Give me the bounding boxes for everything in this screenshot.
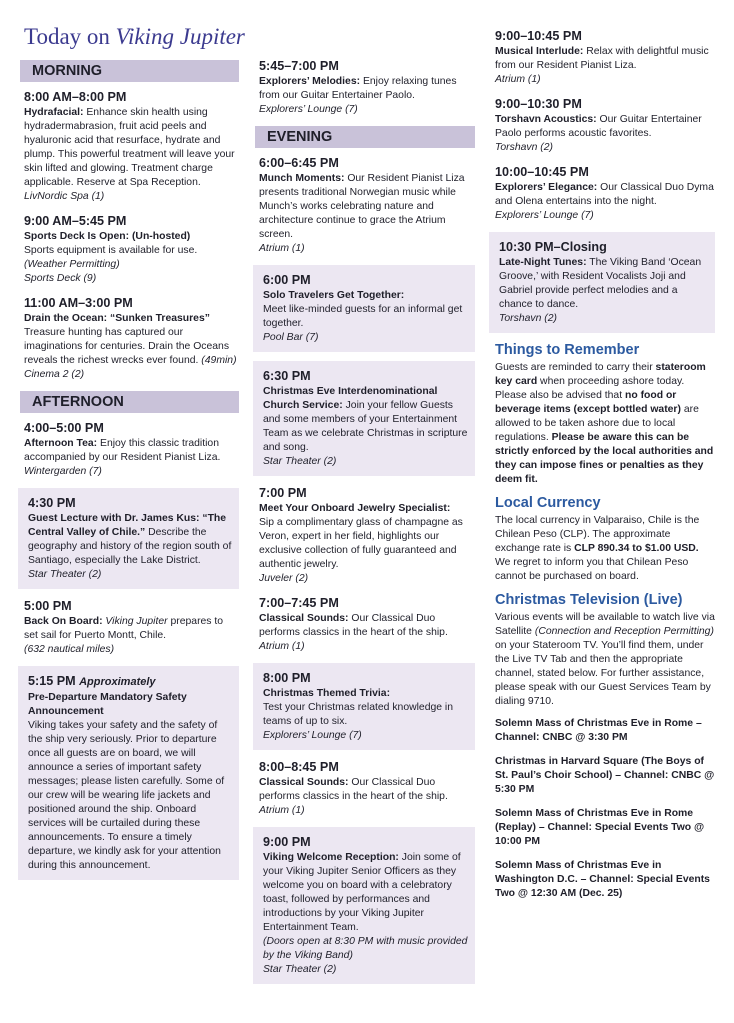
event-text: Join your fellow Guests and some members of your Entertainment Team as we celebrate Christmas in scripture and song. <box>263 400 468 453</box>
tv-part: Various events will be available to watch live via Satellite <box>495 612 715 637</box>
event-title: Late-Night Tunes: <box>499 257 587 268</box>
event-desc <box>263 851 469 935</box>
heading-things-to-remember: Things to Remember <box>495 342 640 358</box>
event-safety-announcement <box>18 666 239 880</box>
remember-emphasis: stateroom key card <box>495 362 706 387</box>
event-time: 8:00–8:45 PM <box>259 760 339 774</box>
event-time: 5:45–7:00 PM <box>259 59 339 73</box>
event-time-qualifier: Approximately <box>79 676 156 688</box>
event-text: Join some of your Viking Jupiter Senior Officers as they welcome you on board with a celebratory toast, followed by performances and introductions by your Viking Jupiter Entertainment Team. <box>263 852 461 933</box>
column-right <box>491 28 715 901</box>
tv-listing: Solemn Mass of Christmas Eve in Rome – Channel: CNBC @ 3:30 PM <box>495 718 702 743</box>
event-title: Christmas Eve Interdenominational Church Service: <box>263 386 438 411</box>
event-note: (Weather Permitting) <box>24 259 120 270</box>
event-location: Star Theater (2) <box>263 456 337 467</box>
event-title: Classical Sounds: <box>259 777 349 788</box>
event-afternoon-tea <box>20 420 239 479</box>
currency-part: We regret to inform you that Chilean Peso cannot be purchased on board. <box>495 557 689 582</box>
event-desc <box>495 181 715 209</box>
event-time: 8:00 AM–8:00 PM <box>24 90 127 104</box>
event-time: 9:00–10:30 PM <box>495 97 582 111</box>
event-text: Enjoy this classic tradition accompanied by our Resident Pianist Liza. <box>24 438 221 463</box>
event-title: Christmas Themed Trivia: <box>263 688 391 699</box>
event-title: Hydrafacial: <box>24 107 84 118</box>
event-note: (Doors open at 8:30 PM with music provided by the Viking Band) <box>263 936 468 961</box>
event-title: Meet Your Onboard Jewelry Specialist: <box>259 503 451 514</box>
event-desc <box>259 776 475 804</box>
event-text: prepares to set sail for Puerto Montt, Chile. <box>24 616 224 641</box>
event-text: Sip a complimentary glass of champagne as Veron, expert in her field, highlights our exclusive collection of fully guaranteed and authentic jewelry. <box>259 517 463 570</box>
event-location: Star Theater (2) <box>263 964 337 975</box>
tv-text <box>491 611 715 709</box>
event-desc <box>28 512 233 568</box>
event-drain-the-ocean <box>20 295 239 382</box>
event-time: 9:00–10:45 PM <box>495 29 582 43</box>
column-left <box>20 60 239 889</box>
event-time: 6:30 PM <box>263 369 311 383</box>
event-desc <box>495 45 715 73</box>
event-welcome-reception <box>253 827 475 984</box>
remember-part: Guests are reminded to carry their <box>495 362 656 373</box>
event-text: Our Classical Duo performs classics in the heart of the ship. <box>259 613 448 638</box>
event-time: 10:30 PM–Closing <box>499 240 607 254</box>
event-time: 6:00 PM <box>263 273 311 287</box>
event-text: Test your Christmas related knowledge in teams of up to six. <box>263 702 454 727</box>
tv-listing: Solemn Mass of Christmas Eve in Washington D.C. – Channel: Special Events Two @ 12:30 AM (Dec. 25) <box>495 860 710 899</box>
remember-emphasis: Please be aware this can be strictly enforced by the local authorities and they can impose fines or penalties as they deem fit. <box>495 432 714 485</box>
remember-part: are allowed to be taken ashore due to local regulations. <box>495 404 699 443</box>
event-location: Explorers’ Lounge (7) <box>495 210 594 221</box>
event-text: Our Resident Pianist Liza presents traditional Norwegian music while Munch’s works celebrating nature and architecture continue to grace the Atrium screen. <box>259 173 465 240</box>
event-location: Atrium (1) <box>495 74 541 85</box>
currency-text <box>491 514 715 584</box>
currency-rate: CLP 890.34 to $1.00 USD. <box>574 543 699 554</box>
event-text: Relax with delightful music from our Resident Pianist Liza. <box>495 46 709 71</box>
event-text: The Viking Band ‘Ocean Groove,’ with Resident Vocalists Joji and Gabriel provide perfect melodies and a chance to dance. <box>499 257 702 310</box>
event-time: 4:00–5:00 PM <box>24 421 104 435</box>
event-late-night-tunes <box>489 232 715 333</box>
event-time: 9:00 PM <box>263 835 311 849</box>
event-jewelry-specialist <box>255 485 475 586</box>
event-torshavn-acoustics <box>491 96 715 155</box>
event-title: Solo Travelers Get Together: <box>263 290 405 301</box>
event-desc <box>24 326 239 368</box>
event-desc <box>24 106 239 190</box>
event-location: Torshavn (2) <box>499 313 557 324</box>
event-time: 4:30 PM <box>28 496 76 510</box>
event-desc <box>259 75 475 103</box>
event-title: Musical Interlude: <box>495 46 584 57</box>
event-text: Viking takes your safety and the safety of the ship very seriously. Prior to departure once all guests are on board, we will announce a series of important safety messages; please listen carefully. Some of our crew will be wearing life jackets and positioned around the ship. Onboard services will be curtailed during these announcements. To ensure a timely departure, we kindly ask for your attention during this announcement. <box>28 720 225 871</box>
event-sports-deck <box>20 213 239 286</box>
event-time-value: 5:15 PM <box>28 674 76 688</box>
event-desc <box>24 615 239 643</box>
event-text: Enhance skin health using hydradermabrasion, fruit acid peels and hyaluronic acid that resurface, hydrate and plump. This powerful treatment will leave your skin lifted and glowing. Treatment charge applicable. Reserve at Spa Reception. <box>24 107 235 188</box>
event-desc <box>259 172 475 242</box>
event-location: Pool Bar (7) <box>263 332 319 343</box>
event-location: Atrium (1) <box>259 641 305 652</box>
event-location: Star Theater (2) <box>28 569 102 580</box>
heading-local-currency: Local Currency <box>495 495 601 511</box>
event-title: Explorers’ Elegance: <box>495 182 598 193</box>
event-text: Sports equipment is available for use. <box>24 245 198 256</box>
event-location: Cinema 2 (2) <box>24 369 85 380</box>
event-title: Munch Moments: <box>259 173 345 184</box>
event-title: Pre-Departure Mandatory Safety Announcement <box>28 692 187 717</box>
event-text: Our Classical Duo Dyma and Olena entertains into the night. <box>495 182 714 207</box>
event-location: Torshavn (2) <box>495 142 553 153</box>
event-title: Torshavn Acoustics: <box>495 114 597 125</box>
event-hydrafacial <box>20 89 239 204</box>
event-title: Afternoon Tea: <box>24 438 98 449</box>
remember-emphasis: no food or beverage items (except bottled water) <box>495 390 681 415</box>
event-desc <box>259 612 475 640</box>
event-location: Explorers’ Lounge (7) <box>263 730 362 741</box>
event-time: 9:00 AM–5:45 PM <box>24 214 127 228</box>
event-time: 10:00–10:45 PM <box>495 165 589 179</box>
section-header-morning: MORNING <box>20 60 239 82</box>
event-classical-sounds-1 <box>255 595 475 654</box>
event-time: 5:00 PM <box>24 599 72 613</box>
event-text: Meet like-minded guests for an informal get together. <box>263 304 463 329</box>
event-title: Classical Sounds: <box>259 613 349 624</box>
currency-part: The local currency in Valparaiso, Chile is the Chilean Peso (CLP). The approximate exchange rate is <box>495 515 700 554</box>
event-solo-travelers <box>253 265 475 352</box>
event-location: LivNordic Spa (1) <box>24 191 105 202</box>
event-classical-sounds-2 <box>255 759 475 818</box>
title-ship-name: Viking Jupiter <box>115 24 245 49</box>
event-text: Our Guitar Entertainer Paolo performs acoustic favorites. <box>495 114 702 139</box>
event-location: Juveler (2) <box>259 573 309 584</box>
event-guest-lecture <box>18 488 239 589</box>
event-note: (632 nautical miles) <box>24 644 115 655</box>
event-location: Wintergarden (7) <box>24 466 102 477</box>
event-location: Sports Deck (9) <box>24 273 97 284</box>
event-text: Treasure hunting has captured our imaginations for centuries. Drain the Oceans reveals the richest wrecks ever found. <box>24 327 230 366</box>
event-explorers-elegance <box>491 164 715 223</box>
event-title: Guest Lecture with Dr. James Kus: “The Central Valley of Chile.” <box>28 513 227 538</box>
event-location: Explorers’ Lounge (7) <box>259 104 358 115</box>
event-text: Enjoy relaxing tunes from our Guitar Entertainer Paolo. <box>259 76 457 101</box>
event-desc <box>24 437 239 465</box>
section-header-evening: EVENING <box>255 126 475 148</box>
event-desc <box>495 113 715 141</box>
event-musical-interlude <box>491 28 715 87</box>
page-title <box>24 24 245 50</box>
section-header-afternoon: AFTERNOON <box>20 391 239 413</box>
event-time: 11:00 AM–3:00 PM <box>24 296 133 310</box>
event-title: Sports Deck Is Open: (Un-hosted) <box>24 231 191 242</box>
tv-listing: Christmas in Harvard Square (The Boys of St. Paul’s Choir School) – Channel: CNBC @ 5:30 PM <box>495 756 715 795</box>
column-middle <box>255 58 475 993</box>
tv-listing: Solemn Mass of Christmas Eve in Rome (Replay) – Channel: Special Events Two @ 10:00 PM <box>495 808 705 847</box>
event-christmas-trivia <box>253 663 475 750</box>
event-time <box>28 673 233 690</box>
event-time: 7:00 PM <box>259 486 307 500</box>
event-location: Atrium (1) <box>259 805 305 816</box>
event-munch-moments <box>255 155 475 256</box>
event-desc <box>263 385 469 455</box>
event-explorers-melodies <box>255 58 475 117</box>
event-title: Drain the Ocean: “Sunken Treasures” <box>24 313 210 324</box>
event-desc <box>499 256 709 312</box>
event-time: 8:00 PM <box>263 671 311 685</box>
heading-christmas-television: Christmas Television (Live) <box>495 592 683 608</box>
remember-part: when proceeding ashore today. Please also be advised that <box>495 376 685 401</box>
event-text: Our Classical Duo performs classics in the heart of the ship. <box>259 777 448 802</box>
event-back-on-board <box>20 598 239 657</box>
tv-part: on your Stateroom TV. You’ll find them, under the Live TV Tab and then the appropriate channel, stated below. For further assistance, please speak with our Guest Services Team by dialing 9710. <box>495 640 711 707</box>
event-church-service <box>253 361 475 476</box>
tv-note: (Connection and Reception Permitting) <box>534 626 714 637</box>
event-duration: (49min) <box>198 355 237 366</box>
event-title: Viking Welcome Reception: <box>263 852 399 863</box>
event-title: Back On Board: <box>24 616 103 627</box>
event-title: Explorers’ Melodies: <box>259 76 361 87</box>
event-time: 7:00–7:45 PM <box>259 596 339 610</box>
remember-text <box>491 361 715 487</box>
event-location: Atrium (1) <box>259 243 305 254</box>
event-time: 6:00–6:45 PM <box>259 156 339 170</box>
event-ship-name: Viking Jupiter <box>102 616 168 627</box>
event-text: Describe the geography and history of the region south of Santiago, especially the Lake District. <box>28 527 232 566</box>
title-prefix: Today on <box>24 24 116 49</box>
